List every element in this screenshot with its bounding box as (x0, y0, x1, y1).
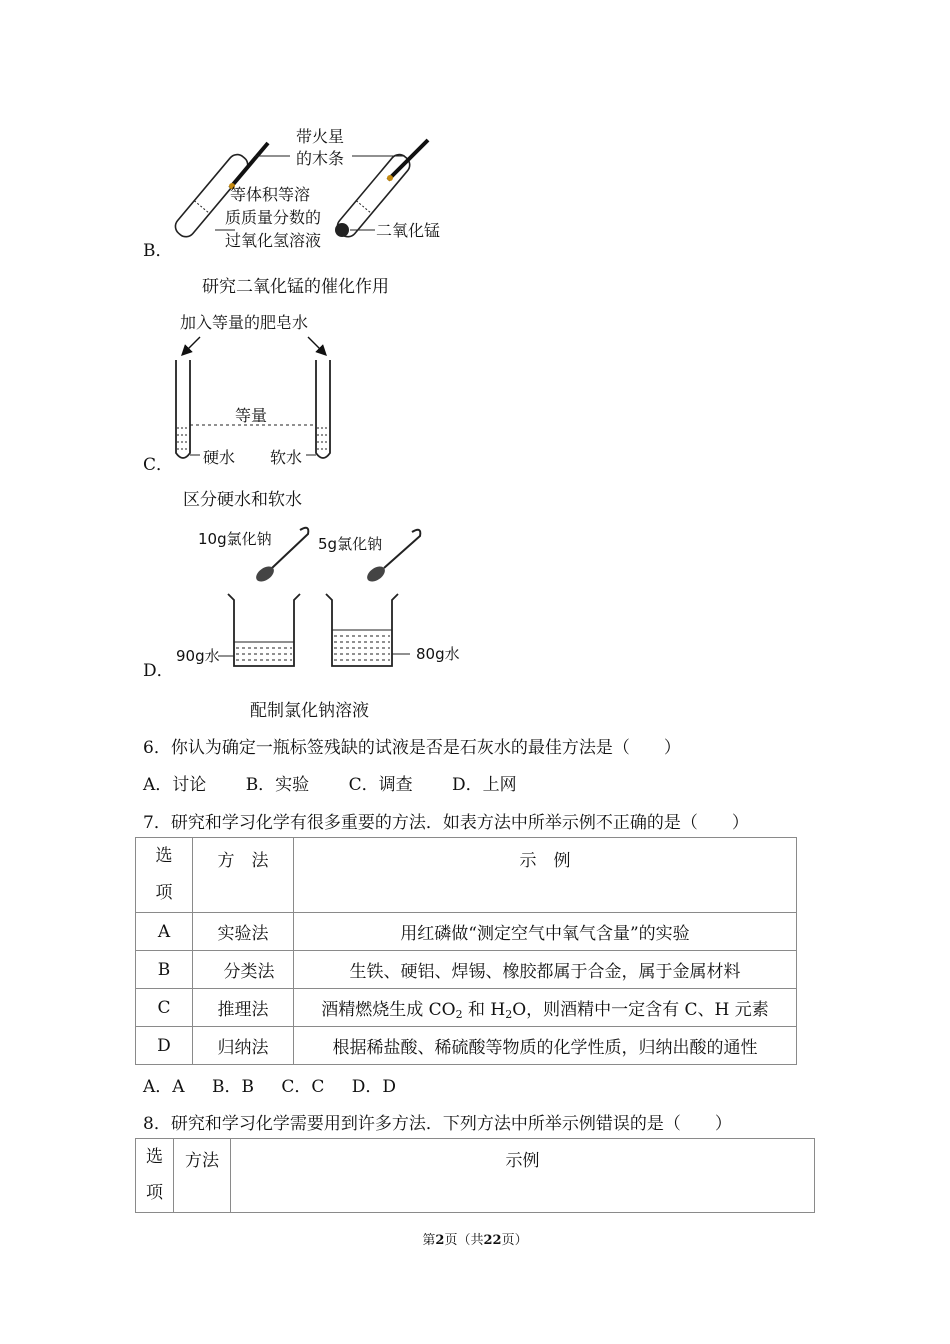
option-c-caption: 区分硬水和软水 (183, 490, 302, 510)
table-row: C 推理法 酒精燃烧生成 $CO_2$ 和 $H_2O$，则酒精中一定含有 C、H 元素 (136, 989, 797, 1027)
q7-option-d[interactable]: D．D (351, 1077, 397, 1097)
label-80g-water: 80g水 (416, 645, 460, 663)
question-7-text: 7．研究和学习化学有很多重要的方法．如表方法中所举示例不正确的是（ ） (143, 813, 749, 833)
soft-water-tube (316, 360, 330, 458)
table-row: B 分类法 生铁、硬铝、焊锡、橡胶都属于合金，属于金属材料 (136, 951, 797, 989)
option-d-caption: 配制氯化钠溶液 (250, 701, 369, 721)
q6-option-b[interactable]: B．实验 (245, 775, 310, 795)
manganese-dioxide-mark (335, 223, 349, 237)
label-glowing-splint-1: 带火星 (296, 127, 345, 146)
table-row: A 实验法 用红磷做“测定空气中氧气含量”的实验 (136, 913, 797, 951)
label-mno2: 二氧化锰 (376, 221, 441, 240)
option-c-letter: C． (143, 455, 174, 475)
q6-option-d[interactable]: D．上网 (452, 775, 517, 795)
header-method: 方法 (174, 1139, 231, 1213)
label-solution-2: 质质量分数的 (225, 208, 322, 227)
table-header-row (136, 1139, 815, 1213)
right-splint (388, 140, 428, 180)
header-option: 选 项 (136, 1139, 174, 1213)
q7-option-b[interactable]: B．B (211, 1077, 254, 1097)
table-row: D 归纳法 根据稀盐酸、稀硫酸等物质的化学性质，归纳出酸的通性 (136, 1027, 797, 1065)
q7-option-c[interactable]: C．C (281, 1077, 325, 1097)
label-solution-3: 过氧化氢溶液 (225, 231, 322, 250)
question-6-options (143, 770, 551, 795)
label-90g-water: 90g水 (176, 647, 220, 665)
left-splint (230, 143, 268, 188)
table-header-row (136, 838, 797, 913)
footer-total-pages: 22 (483, 1233, 502, 1248)
label-soap-water: 加入等量的肥皂水 (180, 313, 309, 332)
label-hard-water: 硬水 (203, 448, 236, 467)
left-beaker (228, 594, 300, 666)
hard-water-tube (176, 360, 190, 458)
header-example: 示 例 (294, 838, 797, 913)
label-soft-water: 软水 (270, 448, 303, 467)
option-d-letter: D． (143, 661, 174, 681)
label-equal: 等量 (235, 406, 268, 425)
label-solution-1: 等体积等溶 (230, 185, 311, 204)
question-8-table (135, 1138, 815, 1213)
footer-page-number: 2 (435, 1233, 445, 1248)
question-7-options (143, 1072, 430, 1097)
right-spoon (384, 530, 420, 568)
header-option: 选 项 (136, 838, 193, 913)
q6-option-c[interactable]: C．调查 (348, 775, 413, 795)
q6-option-a[interactable]: A．讨论 (143, 775, 207, 795)
question-7-table (135, 837, 797, 1065)
left-spoon (272, 528, 308, 568)
q7-option-a[interactable]: A．A (143, 1077, 185, 1097)
label-glowing-splint-2: 的木条 (296, 149, 345, 168)
header-method: 方 法 (193, 838, 294, 913)
header-example: 示例 (231, 1139, 815, 1213)
question-8-text: 8．研究和学习化学需要用到许多方法．下列方法中所举示例错误的是（ ） (143, 1114, 732, 1134)
question-6-text: 6．你认为确定一瓶标签残缺的试液是否是石灰水的最佳方法是（ ） (143, 738, 681, 758)
option-b-letter: B． (143, 241, 173, 261)
label-10g-nacl: 10g氯化钠 (198, 530, 272, 548)
page-footer: 第2页（共22页） (422, 1233, 528, 1248)
label-5g-nacl: 5g氯化钠 (318, 535, 383, 553)
option-b-caption: 研究二氧化锰的催化作用 (202, 277, 389, 297)
